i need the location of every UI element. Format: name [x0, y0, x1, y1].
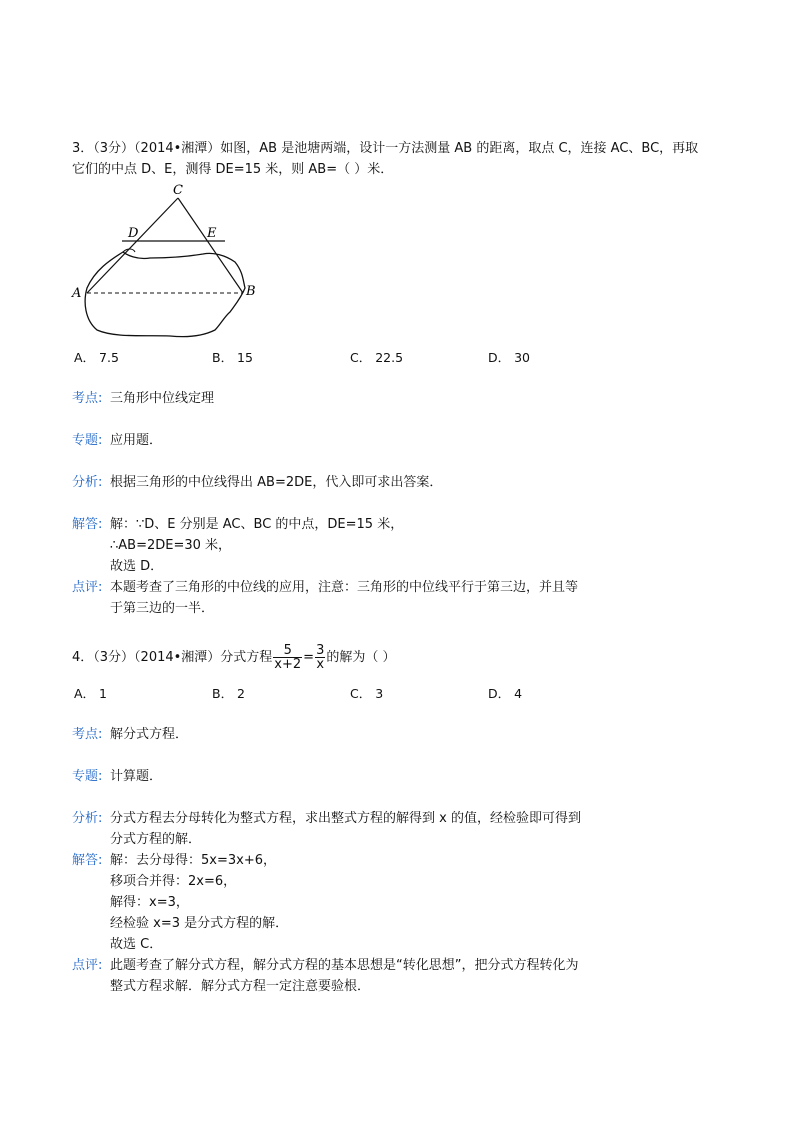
- pond-outline: [85, 252, 245, 337]
- label-B: B: [246, 284, 256, 299]
- q3-dianping-label: 点评:: [72, 580, 103, 595]
- q3-zhuanti-text: 应用题．: [110, 433, 163, 448]
- q4-option-a: A． 1: [74, 686, 107, 701]
- q4-dianping-line2: 整式方程求解．解分式方程一定注意要验根．: [110, 979, 371, 994]
- q4-fenxi-label: 分析:: [72, 811, 103, 826]
- q4-jieda-label: 解答:: [72, 853, 103, 868]
- q3-stem-line1: 3．（3分）（2014•湘潭）如图，AB 是池塘两端，设计一方法测量 AB 的距离，取点 C，连接 AC、BC，再取: [72, 141, 699, 156]
- q3-dianping-line1: 本题考查了三角形的中位线的应用，注意：三角形的中位线平行于第三边，并且等: [110, 580, 579, 595]
- q4-dianping-label: 点评:: [72, 958, 103, 973]
- q3-figure: [65, 180, 265, 345]
- q4-dianping-line1: 此题考查了解分式方程，解分式方程的基本思想是“转化思想”，把分式方程转化为: [110, 958, 579, 973]
- q3-dianping-line2: 于第三边的一半．: [110, 601, 215, 616]
- q4-fraction-right: [315, 644, 325, 671]
- label-D: D: [128, 226, 139, 241]
- q3-option-a: A． 7.5: [74, 350, 119, 365]
- q3-fenxi-text: 根据三角形的中位线得出 AB=2DE，代入即可求出答案．: [110, 475, 443, 490]
- q4-option-b: B． 2: [212, 686, 246, 701]
- q3-fenxi-label: 分析:: [72, 475, 103, 490]
- q3-jieda-label: 解答:: [72, 517, 103, 532]
- q4-jieda-line4: 经检验 x=3 是分式方程的解．: [110, 916, 289, 931]
- q4-zhuanti-text: 计算题．: [110, 769, 163, 784]
- q4-jieda-line3: 解得：x=3，: [110, 895, 189, 910]
- q3-jieda-line1: 解：∵D、E 分别是 AC、BC 的中点，DE=15 米，: [110, 517, 404, 532]
- q4-frac2-num: 3: [316, 643, 325, 658]
- label-A: A: [72, 286, 82, 301]
- q4-zhuanti-label: 专题:: [72, 769, 103, 784]
- q4-kaodian-label: 考点:: [72, 727, 103, 742]
- q3-option-d: D． 30: [488, 350, 531, 365]
- label-E: E: [207, 226, 217, 241]
- segment-AC: [87, 198, 178, 293]
- q3-kaodian-label: 考点:: [72, 391, 103, 406]
- q4-jieda-line5: 故选 C．: [110, 937, 163, 952]
- q3-jieda-line3: 故选 D．: [110, 559, 164, 574]
- q4-fenxi-line2: 分式方程的解．: [110, 832, 202, 847]
- q4-fenxi-line1: 分式方程去分母转化为整式方程，求出整式方程的解得到 x 的值，经检验即可得到: [110, 811, 581, 826]
- segment-BC: [178, 198, 243, 293]
- q3-kaodian-text: 三角形中位线定理: [110, 391, 215, 406]
- q4-jieda-line2: 移项合并得：2x=6，: [110, 874, 237, 889]
- q3-option-b: B． 15: [212, 350, 253, 365]
- label-C: C: [173, 183, 183, 198]
- q4-option-d: D． 4: [488, 686, 523, 701]
- q4-kaodian-text: 解分式方程．: [110, 727, 189, 742]
- q4-equals: =: [303, 650, 315, 665]
- q4-fraction-left: [273, 644, 302, 671]
- q4-stem-suffix: 的解为（ ）: [326, 650, 396, 665]
- q4-stem: [72, 643, 395, 673]
- q4-frac2-den: x: [316, 657, 325, 672]
- q4-stem-prefix: 4．（3分）（2014•湘潭）分式方程: [72, 650, 273, 665]
- q4-frac1-num: 5: [273, 644, 302, 658]
- q4-jieda-line1: 解：去分母得：5x=3x+6，: [110, 853, 276, 868]
- q3-zhuanti-label: 专题:: [72, 433, 103, 448]
- q4-frac1-den: x+2: [274, 657, 302, 672]
- q3-stem-line2: 它们的中点 D、E，测得 DE=15 米，则 AB=（ ）米．: [72, 162, 394, 177]
- q3-option-c: C． 22.5: [350, 350, 404, 365]
- q3-jieda-line2: ∴AB=2DE=30 米，: [110, 538, 232, 553]
- q4-option-c: C． 3: [350, 686, 384, 701]
